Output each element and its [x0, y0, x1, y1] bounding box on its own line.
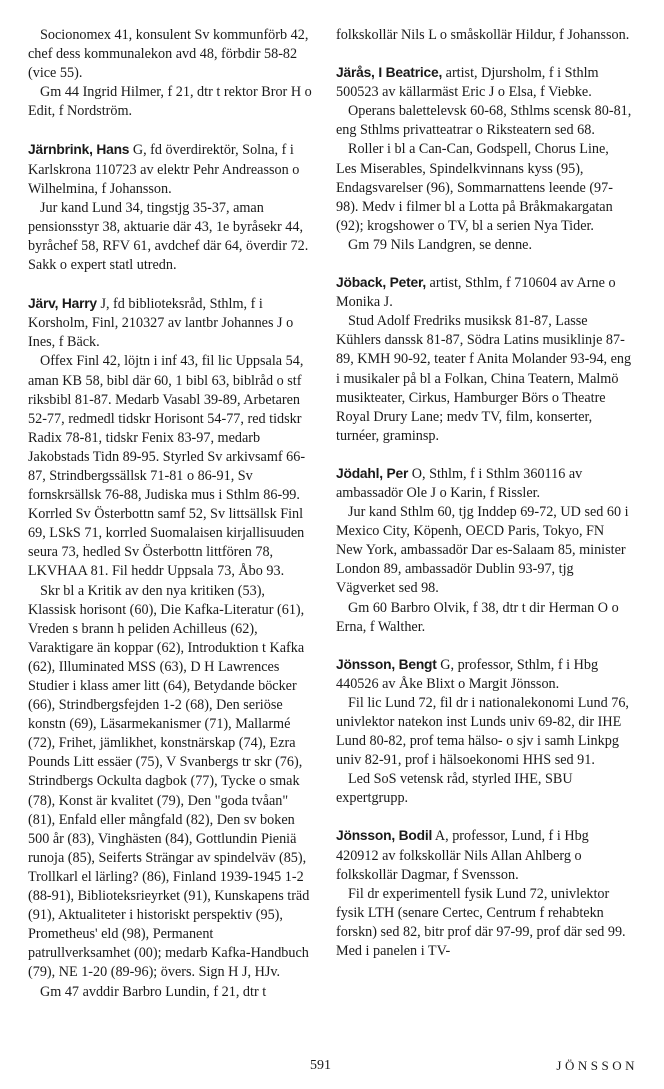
entry-jonsson-bengt [336, 655, 632, 809]
entry-name: Järås, I Beatrice, [336, 65, 443, 81]
entry-paragraph: Skr bl a Kritik av den nya kritiken (53), Klassisk horisont (60), Die Kafka-Literatur (61), Vreden s brann h peliden Achilleus (62), Varaktigare än koppar (62), Introduktion t Kafka (62), Illuminated MSS (63), D H Lawrences Studier i klass amer litt (64), Betydande böcker (66), Strindbergsfejden 1-2 (68), Den seriöse konstn (69), Läsarmekanismer (71), Mallarmé (72), Frihet, jämlikhet, konstnärskap (74), Ezra Pounds Litt essäer (75), V Svanbergs tr skr (76), Strindbergs Ockulta dagbok (77), Tycke o smak (78), Konst är kvalitet (79), Den "goda tvåan" (81), Enfald eller mångfald (82), Den sv boken 500 år (83), Vinghästen (84), Gottlundin Pieniä runoja (85), Seiferts Strängar av spindelväv (85), Trollkarl el lärling? (86), Finland 1939-1945 1-2 (88-91), Biblioteksrieyrket (91), Kunskapens träd (91), Aktualiteter i historiskt perspektiv (95), Prometheus' eld (98), Permanent patrullverksamhet (00); medarb Kafka-Handbuch (79), NE 1-20 (89-96); övers. Sign H J, HJv. [28, 582, 310, 981]
entry-paragraph: Gm 79 Nils Landgren, se denne. [348, 236, 533, 253]
page-number: 591 [310, 1058, 331, 1073]
running-head: JÖNSSON [556, 1058, 638, 1073]
entry-heading [336, 826, 632, 884]
entry-heading-details: O, Sthlm, f i Sthlm 360116 av ambassadör Ole J o Karin, f Rissler. [336, 465, 583, 501]
entry-heading-details: artist, Djursholm, f i Sthlm 500523 av källarmäst Eric J o Elsa, f Viebke. [336, 65, 599, 101]
entry-heading-details: artist, Sthlm, f 710604 av Arne o Monika J. [336, 275, 616, 311]
entry-paragraph: Roller i bl a Can-Can, Godspell, Chorus Line, Les Miserables, Spindelkvinnans kyss (95), Endagsvarelser (96), Sommarnattens leende (97-98). Medv i filmer bl a Lotta på Bråkmakargatan (92); krogshower o TV, bl a serien Nya Tider. [336, 141, 613, 234]
entry-heading [336, 273, 632, 312]
entry-jaras [336, 63, 632, 255]
entry-jarnbrink [28, 140, 316, 275]
entry-jonsson-bodil [336, 826, 632, 961]
entry-name: Järv, Harry [28, 296, 97, 312]
entry-paragraph: Socionomex 41, konsulent Sv kommunförb 42, chef dess kommunalekon avd 48, förbdir 58-82 (vice 55). [28, 27, 309, 82]
entry-joback [336, 273, 632, 446]
entry-heading [28, 140, 316, 198]
entry-paragraph: folkskollär Nils L o småskollär Hildur, f Johansson. [336, 27, 630, 43]
entry-paragraph: Gm 60 Barbro Olvik, f 38, dtr t dir Herman O o Erna, f Walther. [336, 599, 619, 635]
entry-name: Jöback, Peter, [336, 275, 426, 291]
entry-paragraph: Gm 44 Ingrid Hilmer, f 21, dtr t rektor Bror H o Edit, f Nordström. [28, 84, 312, 120]
entry-heading-details: A, professor, Lund, f i Hbg 420912 av folkskollär Nils Allan Ahlberg o folkskollär Dagmar, f Svensson. [336, 828, 589, 883]
entry-heading-details: J, fd biblioteksråd, Sthlm, f i Korsholm, Finl, 210327 av lantbr Johannes J o Ines, f Bäck. [28, 296, 294, 351]
entry-heading-details: G, professor, Sthlm, f i Hbg 440526 av Åke Blixt o Margit Jönsson. [336, 656, 599, 692]
entry-continuation-top [28, 26, 316, 121]
entry-heading [336, 464, 632, 503]
entry-paragraph: Fil dr experimentell fysik Lund 72, univlektor fysik LTH (senare Certec, Centrum f rehabtekn forskn) sed 82, bitr prof där 97-99, prof där sed 99. Med i panelen i TV- [336, 885, 626, 960]
entry-paragraph: Led SoS vetensk råd, styrled IHE, SBU expertgrupp. [336, 771, 573, 807]
entry-continuation-right [336, 26, 632, 45]
entry-name: Jönsson, Bengt [336, 656, 437, 672]
entry-paragraph: Fil lic Lund 72, fil dr i nationalekonomi Lund 76, univlektor natekon inst Lunds univ 69-82, dir IHE Lund 80-82, prof tema hälso- o sjv i samh Linkpg univ 82-91, prof i hälsoekonomi HHS sed 91. [336, 694, 629, 769]
right-column [336, 26, 632, 961]
entry-heading [28, 294, 316, 352]
entry-jodahl [336, 464, 632, 637]
entry-name: Jödahl, Per [336, 465, 409, 481]
entry-paragraph: Offex Finl 42, löjtn i inf 43, fil lic Uppsala 54, aman KB 58, bibl där 60, 1 bibl 63, biblråd o stf riksbibl 81-87. Medarb Vasabl 39-89, Arbetaren 52-77, redmedl tidskr Horisont 54-77, red tidskr Radix 78-81, tidskr Fenix 83-97, medarb Jakobstads Tidn 89-95. Styrled Sv arkivsamf 66-87, Strindbergssällsk 71-81 o 86-91, Sv fornskrsällsk 76-88, Judiska mus i Sthlm 86-99. Korrled Sv Österbottn samf 52, Sv littsällsk Finl 69, LSkS 71, korrled Suomalaisen kirjallisuuden seura 73, hedled Sv Österbottn littfören 78, LKVHAA 81. Fil heddr Uppsala 73, Åbo 93. [28, 353, 306, 580]
entry-heading [336, 63, 632, 102]
entry-paragraph: Stud Adolf Fredriks musiksk 81-87, Lasse Kühlers danssk 81-87, Södra Latins musiklinje 87-89, KMH 90-92, teater f Anita Molander 93-94, eng i musikaler på bl a Folkan, China Teatern, Malmö musikteater, Cirkus, Hamburger Börs o Theatre Royal Drury Lane; medv TV, film, konserter, turnéer, graminsp. [336, 313, 632, 444]
entry-paragraph: Jur kand Sthlm 60, tjg Inddep 69-72, UD sed 60 i Mexico City, Köpenh, OECD Paris, Tokyo, FN New York, ambassadör Dar es-Salaam 85, minister London 89, ambassadör Dublin 93-97, tjg Vägverket sed 98. [336, 504, 629, 597]
entry-name: Jönsson, Bodil [336, 828, 433, 844]
entry-name: Järnbrink, Hans [28, 142, 130, 158]
entry-paragraph: Operans balettelevsk 60-68, Sthlms scensk 80-81, eng Sthlms privatteatrar o Riksteatern sed 68. [336, 103, 632, 139]
entry-heading-details: G, fd överdirektör, Solna, f i Karlskrona 110723 av elektr Pehr Andreasson o Wilhelmina, f Johansson. [28, 142, 300, 197]
entry-jarv [28, 294, 316, 1001]
entry-heading [336, 655, 632, 694]
entry-paragraph: Jur kand Lund 34, tingstjg 35-37, aman pensionsstyr 38, aktuarie där 43, 1e byråsekr 44, byråchef 58, RFV 61, avdchef där 64, överdir 72. Sakk o expert statl utredn. [28, 199, 309, 274]
entry-paragraph: Gm 47 avddir Barbro Lundin, f 21, dtr t [40, 983, 267, 1000]
left-column [28, 26, 316, 1002]
